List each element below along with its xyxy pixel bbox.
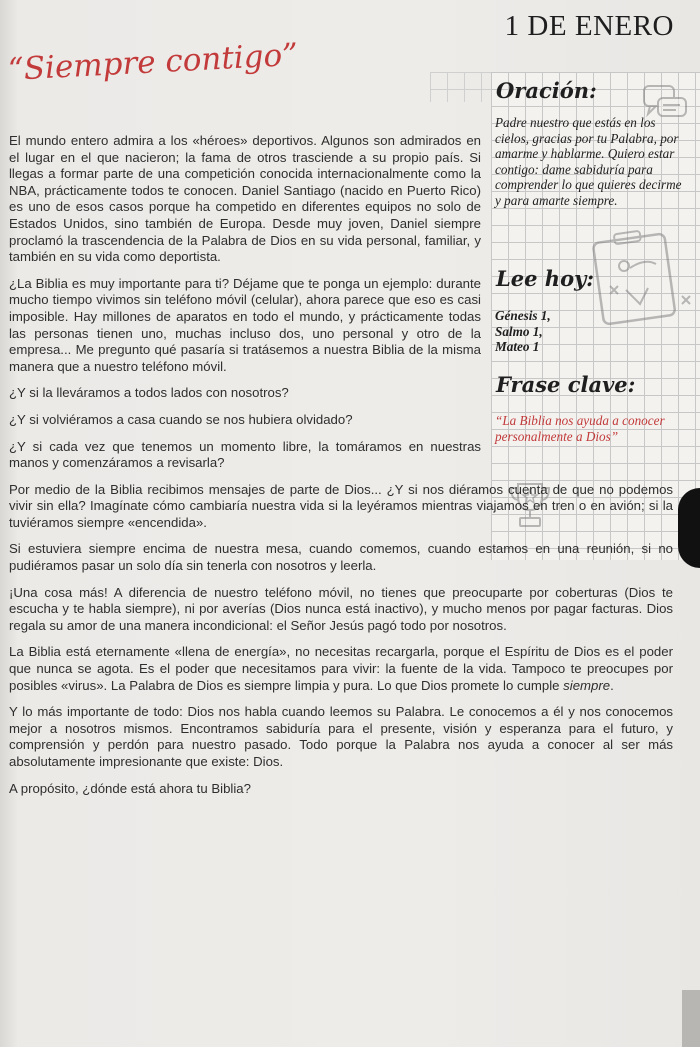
body-paragraph: ¿La Biblia es muy importante para ti? Déjame que te ponga un ejemplo: durante mucho tiempo vivimos sin teléfono móvil (celular), ahora parece que eso es casi imposible. Hay millones de aparatos en todo el mundo, y prácticamente todas las personas tienen uno, muchas incluso dos, uno personal y otro de la empresa... Me pregunto qué pasaría si tratásemos a nuestra Biblia de la misma manera que a nuestro teléfono móvil. [9, 275, 481, 374]
body-paragraph: A propósito, ¿dónde está ahora tu Biblia? [9, 780, 251, 796]
body-paragraph: El mundo entero admira a los «héroes» deportivos. Algunos son admirados en el lugar en el que nacieron; la fama de otros trasciende a su propio país. Si llegas a formar parte de una competición conocida internacionalmente como la NBA, prácticamente todos te conocen. Daniel Santiago (nacido en Puerto Rico) es uno de esos casos porque ha competido en diferentes equipos no solo de Estados Unidos, sino también de Europa. Desde muy joven, Daniel siempre proclamó la trascendencia de la Palabra de Dios en su vida personal, familiar, y también en su vida como deportista. [9, 133, 481, 265]
body-paragraph-text: Por medio de la Biblia recibimos mensajes de parte de Dios... ¿Y si nos diéramos cuenta de que no podemos vivir sin ella? Imagínate cómo cambiaría nuestra vida si la leyéramos mientras viajamos en tren o en avión; si la tuviéramos siempre «encendida». [9, 481, 673, 530]
body-paragraph-end: . [610, 677, 614, 693]
body-paragraph [9, 482, 673, 532]
emphasis-word: siempre [563, 677, 611, 693]
page-corner-tab [682, 990, 700, 1047]
reading-item: Génesis 1, [495, 308, 551, 323]
body-paragraph-text: La Biblia está eternamente «llena de energía», no necesitas recargarla, porque el Espíritu de Dios es el poder que nunca se agota. Es el poder que necesitamos para vivir: la fuente de la vida. Tampoco te preocupes por posibles «virus». La Palabra de Dios es siempre limpia y pura. Lo que Dios promete lo cumple [9, 644, 673, 693]
grid-panel-extension [430, 72, 492, 102]
body-paragraph: Si estuviera siempre encima de nuestra mesa, cuando comemos, cuando estamos en una reunión, si no pudiéramos pasar un solo día sin tenerla con nosotros y leerla. [9, 541, 673, 574]
body-paragraph: ¿Y si la lleváramos a todos lados con nosotros? [9, 385, 289, 401]
body-paragraph: Y lo más importante de todo: Dios nos habla cuando leemos su Palabra. Le conocemos a él y nos conocemos mejor a nosotros mismos. Encontramos sabiduría para el presente, visión y esperanza para el futuro, y comprensión y perdón para nuestro pasado. Todo porque la Palabra nos ayuda a conocer al ser más absolutamente impresionante que existe: Dios. [9, 704, 673, 769]
page-title: “Siempre contigo” [7, 36, 299, 88]
key-phrase-text: “La Biblia nos ayuda a conocer personalmente a Dios” [495, 413, 665, 444]
read-today-heading: Lee hoy: [496, 266, 595, 291]
page-edge-tab [678, 488, 700, 568]
body-paragraph: ¿Y si volviéramos a casa cuando se nos hubiera olvidado? [9, 411, 353, 427]
body-paragraph: ¡Una cosa más! A diferencia de nuestro teléfono móvil, no tienes que preocuparte por coberturas (Dios te escucha y te habla siempre), ni por averías (Dios nunca está inactivo), y mucho menos por pagar facturas. Dios regala su amor de una manera incondicional: el Señor Jesús pagó todo por nosotros. [9, 584, 673, 633]
body-paragraph [9, 644, 673, 694]
body-paragraph: ¿Y si cada vez que tenemos un momento libre, la tomáramos en nuestras manos y comenzáramos a revisarla? [9, 438, 481, 471]
key-phrase-heading: Frase clave: [496, 372, 636, 397]
prayer-heading: Oración: [496, 78, 597, 103]
reading-item: Salmo 1, [495, 323, 543, 339]
prayer-text: Padre nuestro que estás en los cielos, gracias por tu Palabra, por amarme y hablarme. Quiero estar contigo: dame sabiduría para comprender lo que quieres decirme y para amarte siempre. [495, 115, 682, 208]
page-date: 1 DE ENERO [504, 10, 674, 42]
reading-item: Mateo 1 [495, 339, 540, 355]
main-body [9, 133, 673, 807]
